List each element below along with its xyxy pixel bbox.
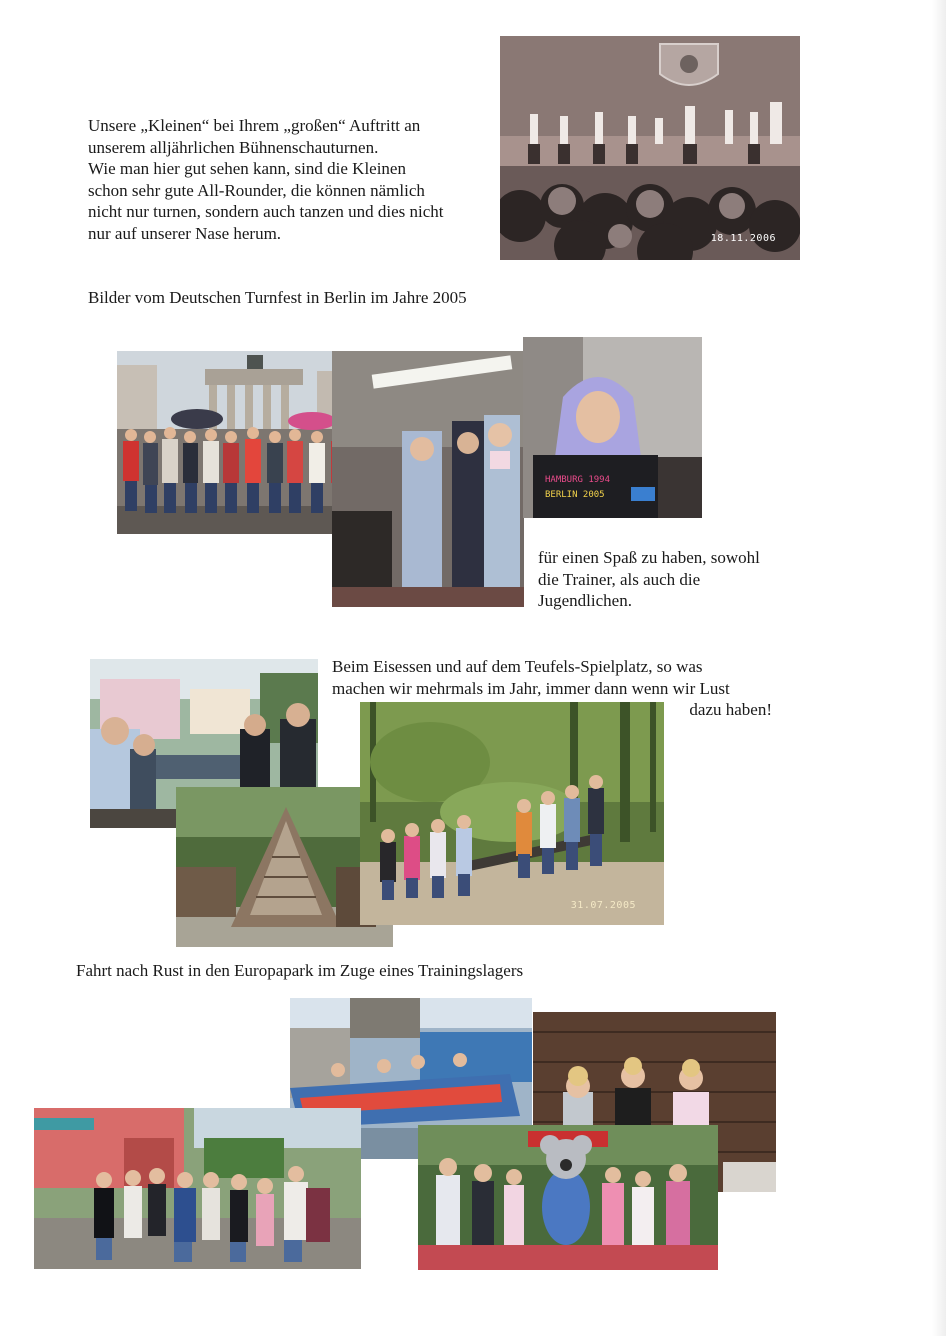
photo-headscarf-costume — [523, 337, 702, 518]
intro-line: Wie man hier gut sehen kann, sind die Kleinen — [88, 159, 406, 178]
photo-europapark-street — [34, 1108, 361, 1269]
intro-line: unserem alljährlichen Bühnenschauturnen. — [88, 137, 379, 157]
photo-brandenburg-gate-group — [117, 351, 360, 534]
icecream-caption-line: Beim Eisessen und auf dem Teufels-Spielplatz, so was — [332, 657, 703, 676]
photo-seesaw-group — [360, 702, 664, 925]
shirt-print-line: BERLIN 2005 — [545, 490, 605, 500]
photo-date-stamp: 18.11.2006 — [710, 233, 776, 244]
photo-date-stamp: 31.07.2005 — [570, 900, 636, 911]
photo-mascot-group — [418, 1125, 718, 1270]
intro-line: nicht nur turnen, sondern auch tanzen und dies nicht — [88, 202, 444, 221]
rust-heading: Fahrt nach Rust in den Europapark im Zuge eines Trainingslagers — [76, 961, 524, 980]
fun-caption-line: für einen Spaß zu haben, sowohl — [538, 548, 760, 567]
photo-pajama-party — [332, 351, 524, 607]
fun-caption-line: die Trainer, als auch die — [538, 569, 701, 589]
intro-line: nur auf unserer Nase herum. — [88, 223, 282, 243]
icecream-caption-line: dazu haben! — [689, 700, 772, 719]
fun-caption-line: Jugendlichen. — [538, 591, 632, 610]
icecream-caption-line: machen wir mehrmals im Jahr, immer dann wenn wir Lust — [332, 678, 730, 698]
intro-paragraph — [88, 115, 498, 244]
intro-line: Unsere „Kleinen“ bei Ihrem „großen“ Auftritt an — [88, 116, 421, 135]
berlin-heading: Bilder vom Deutschen Turnfest in Berlin im Jahre 2005 — [88, 288, 467, 307]
scan-page-edge — [932, 0, 946, 1336]
photo-stage-performance — [500, 36, 800, 260]
intro-line: schon sehr gute All-Rounder, die können nämlich — [88, 180, 425, 200]
fun-caption — [538, 547, 798, 612]
shirt-print-line: HAMBURG 1994 — [545, 475, 611, 485]
